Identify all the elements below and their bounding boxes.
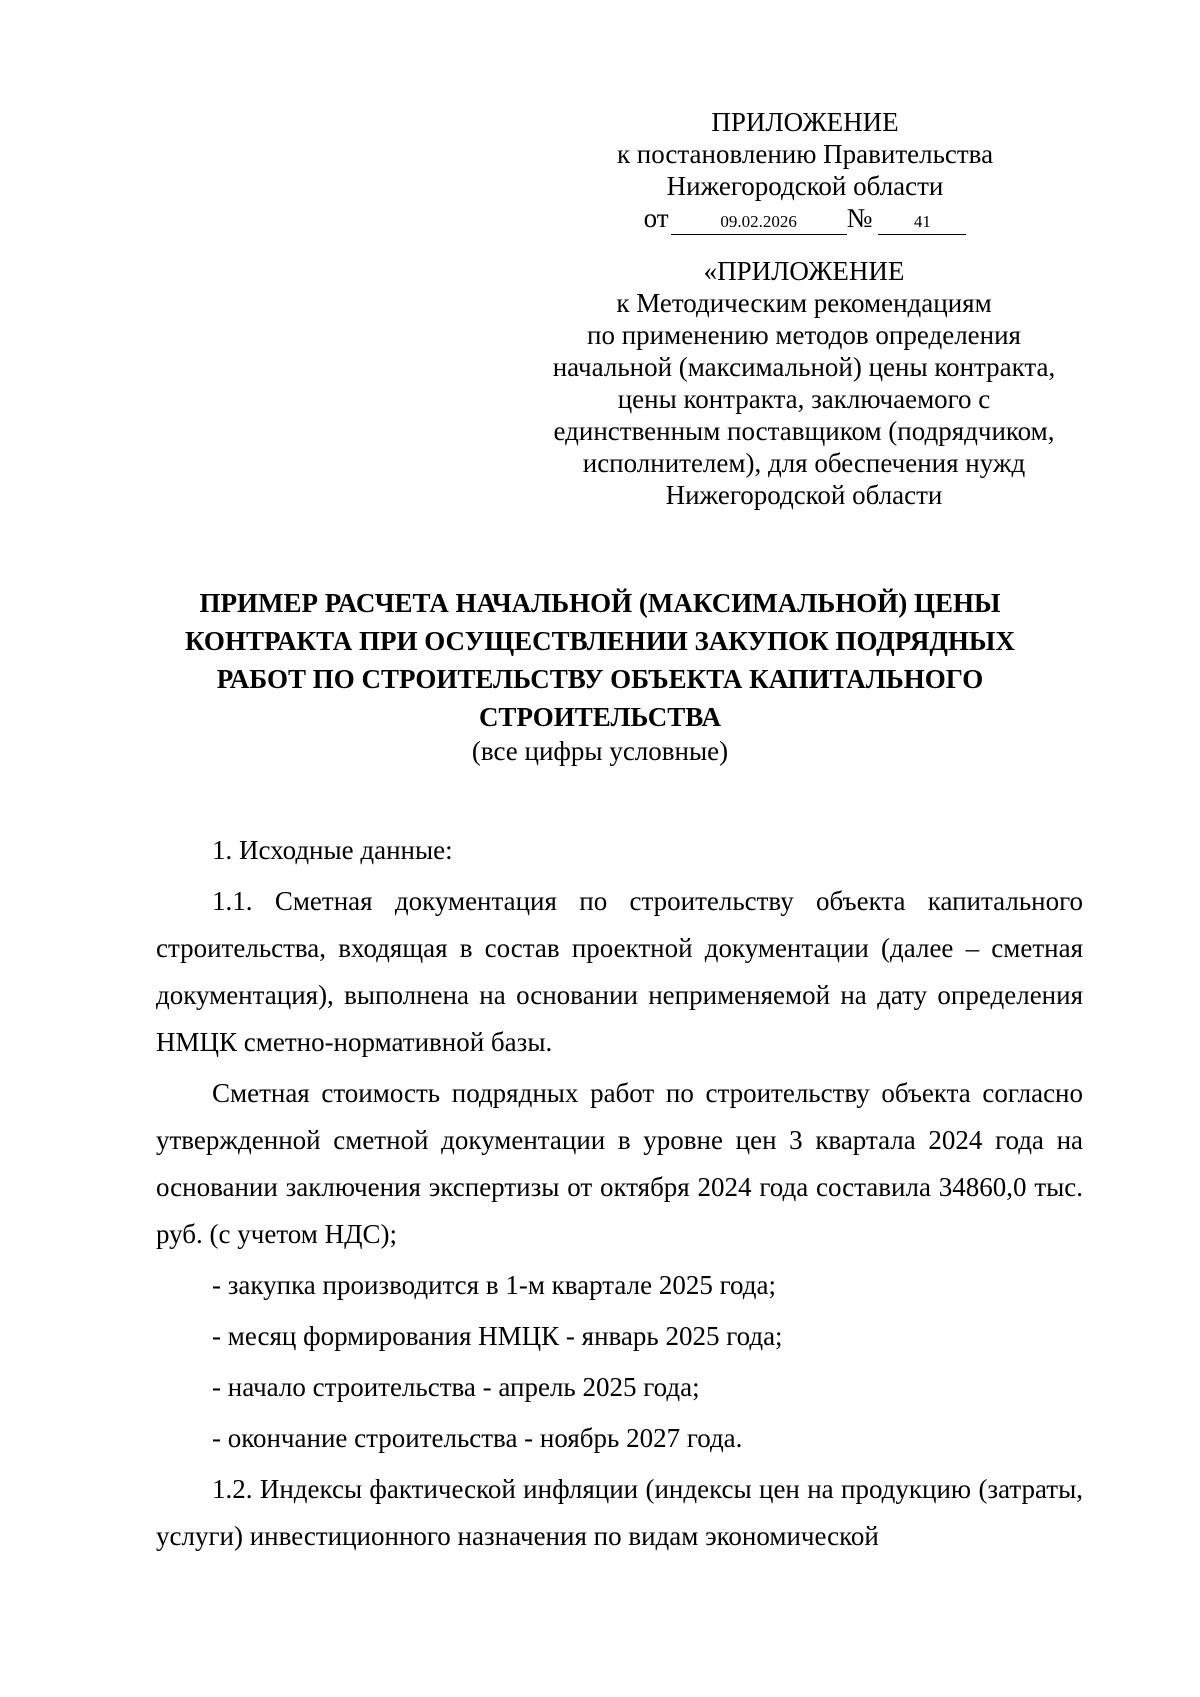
number-value: 41 bbox=[878, 212, 966, 235]
title-line: ПРИМЕР РАСЧЕТА НАЧАЛЬНОЙ (МАКСИМАЛЬНОЙ) ЦЕНЫ bbox=[199, 588, 1001, 618]
title-line: СТРОИТЕЛЬСТВА bbox=[478, 702, 722, 732]
paragraph-estimate: Сметная стоимость подрядных работ по строительству объекта согласно утвержденной сметной документации в уровне цен 3 квартала 2024 года на основании заключения экспертизы от октября 2024 года составила 34860,0 тыс. руб. (с учетом НДС); bbox=[156, 1078, 1083, 1249]
header-title: ПРИЛОЖЕНИЕ bbox=[711, 107, 899, 137]
section-heading: 1. Исходные данные: bbox=[212, 835, 453, 865]
appendix-line: Нижегородской области bbox=[665, 480, 943, 510]
list-item: - окончание строительства - ноябрь 2027 года. bbox=[212, 1423, 743, 1453]
header-line-1: к постановлению Правительства bbox=[616, 139, 994, 169]
appendix-header bbox=[528, 255, 1080, 511]
appendix-line: цены контракта, заключаемого с bbox=[617, 384, 991, 414]
date-prefix: от bbox=[643, 203, 669, 233]
paragraph-1-1: 1.1. Сметная документация по строительству объекта капитального строительства, входящая в состав проектной документации (далее – сметная документация), выполнена на основании неприменяемой на дату определения НМЦК сметно-нормативной базы. bbox=[156, 886, 1083, 1057]
paragraph-1-2: 1.2. Индексы фактической инфляции (индексы цен на продукцию (затраты, услуги) инвестиционного назначения по видам экономической bbox=[156, 1474, 1083, 1551]
appendix-line: начальной (максимальной) цены контракта, bbox=[552, 352, 1056, 382]
list-item: - начало строительства - апрель 2025 года; bbox=[212, 1372, 700, 1402]
title-line: КОНТРАКТА ПРИ ОСУЩЕСТВЛЕНИИ ЗАКУПОК ПОДРЯДНЫХ bbox=[185, 626, 1015, 656]
appendix-line: по применению методов определения bbox=[587, 320, 1021, 350]
header-line-2: Нижегородской области bbox=[666, 171, 944, 201]
document-body bbox=[156, 827, 1083, 1560]
list-item: - закупка производится в 1-м квартале 2025 года; bbox=[212, 1270, 776, 1300]
number-prefix: № bbox=[846, 203, 873, 233]
date-value: 09.02.2026 bbox=[671, 212, 847, 235]
document-title bbox=[130, 584, 1070, 736]
list-item: - месяц формирования НМЦК - январь 2025 года; bbox=[212, 1321, 783, 1351]
resolution-header bbox=[540, 106, 1070, 235]
appendix-line: исполнителем), для обеспечения нужд bbox=[582, 448, 1026, 478]
appendix-line: единственным поставщиком (подрядчиком, bbox=[553, 416, 1055, 446]
date-number-line bbox=[540, 202, 1070, 235]
document-subtitle: (все цифры условные) bbox=[471, 736, 729, 766]
title-line: РАБОТ ПО СТРОИТЕЛЬСТВУ ОБЪЕКТА КАПИТАЛЬНОГО bbox=[216, 664, 984, 694]
appendix-line: к Методическим рекомендациям bbox=[616, 288, 992, 318]
appendix-title: «ПРИЛОЖЕНИЕ bbox=[703, 256, 905, 286]
